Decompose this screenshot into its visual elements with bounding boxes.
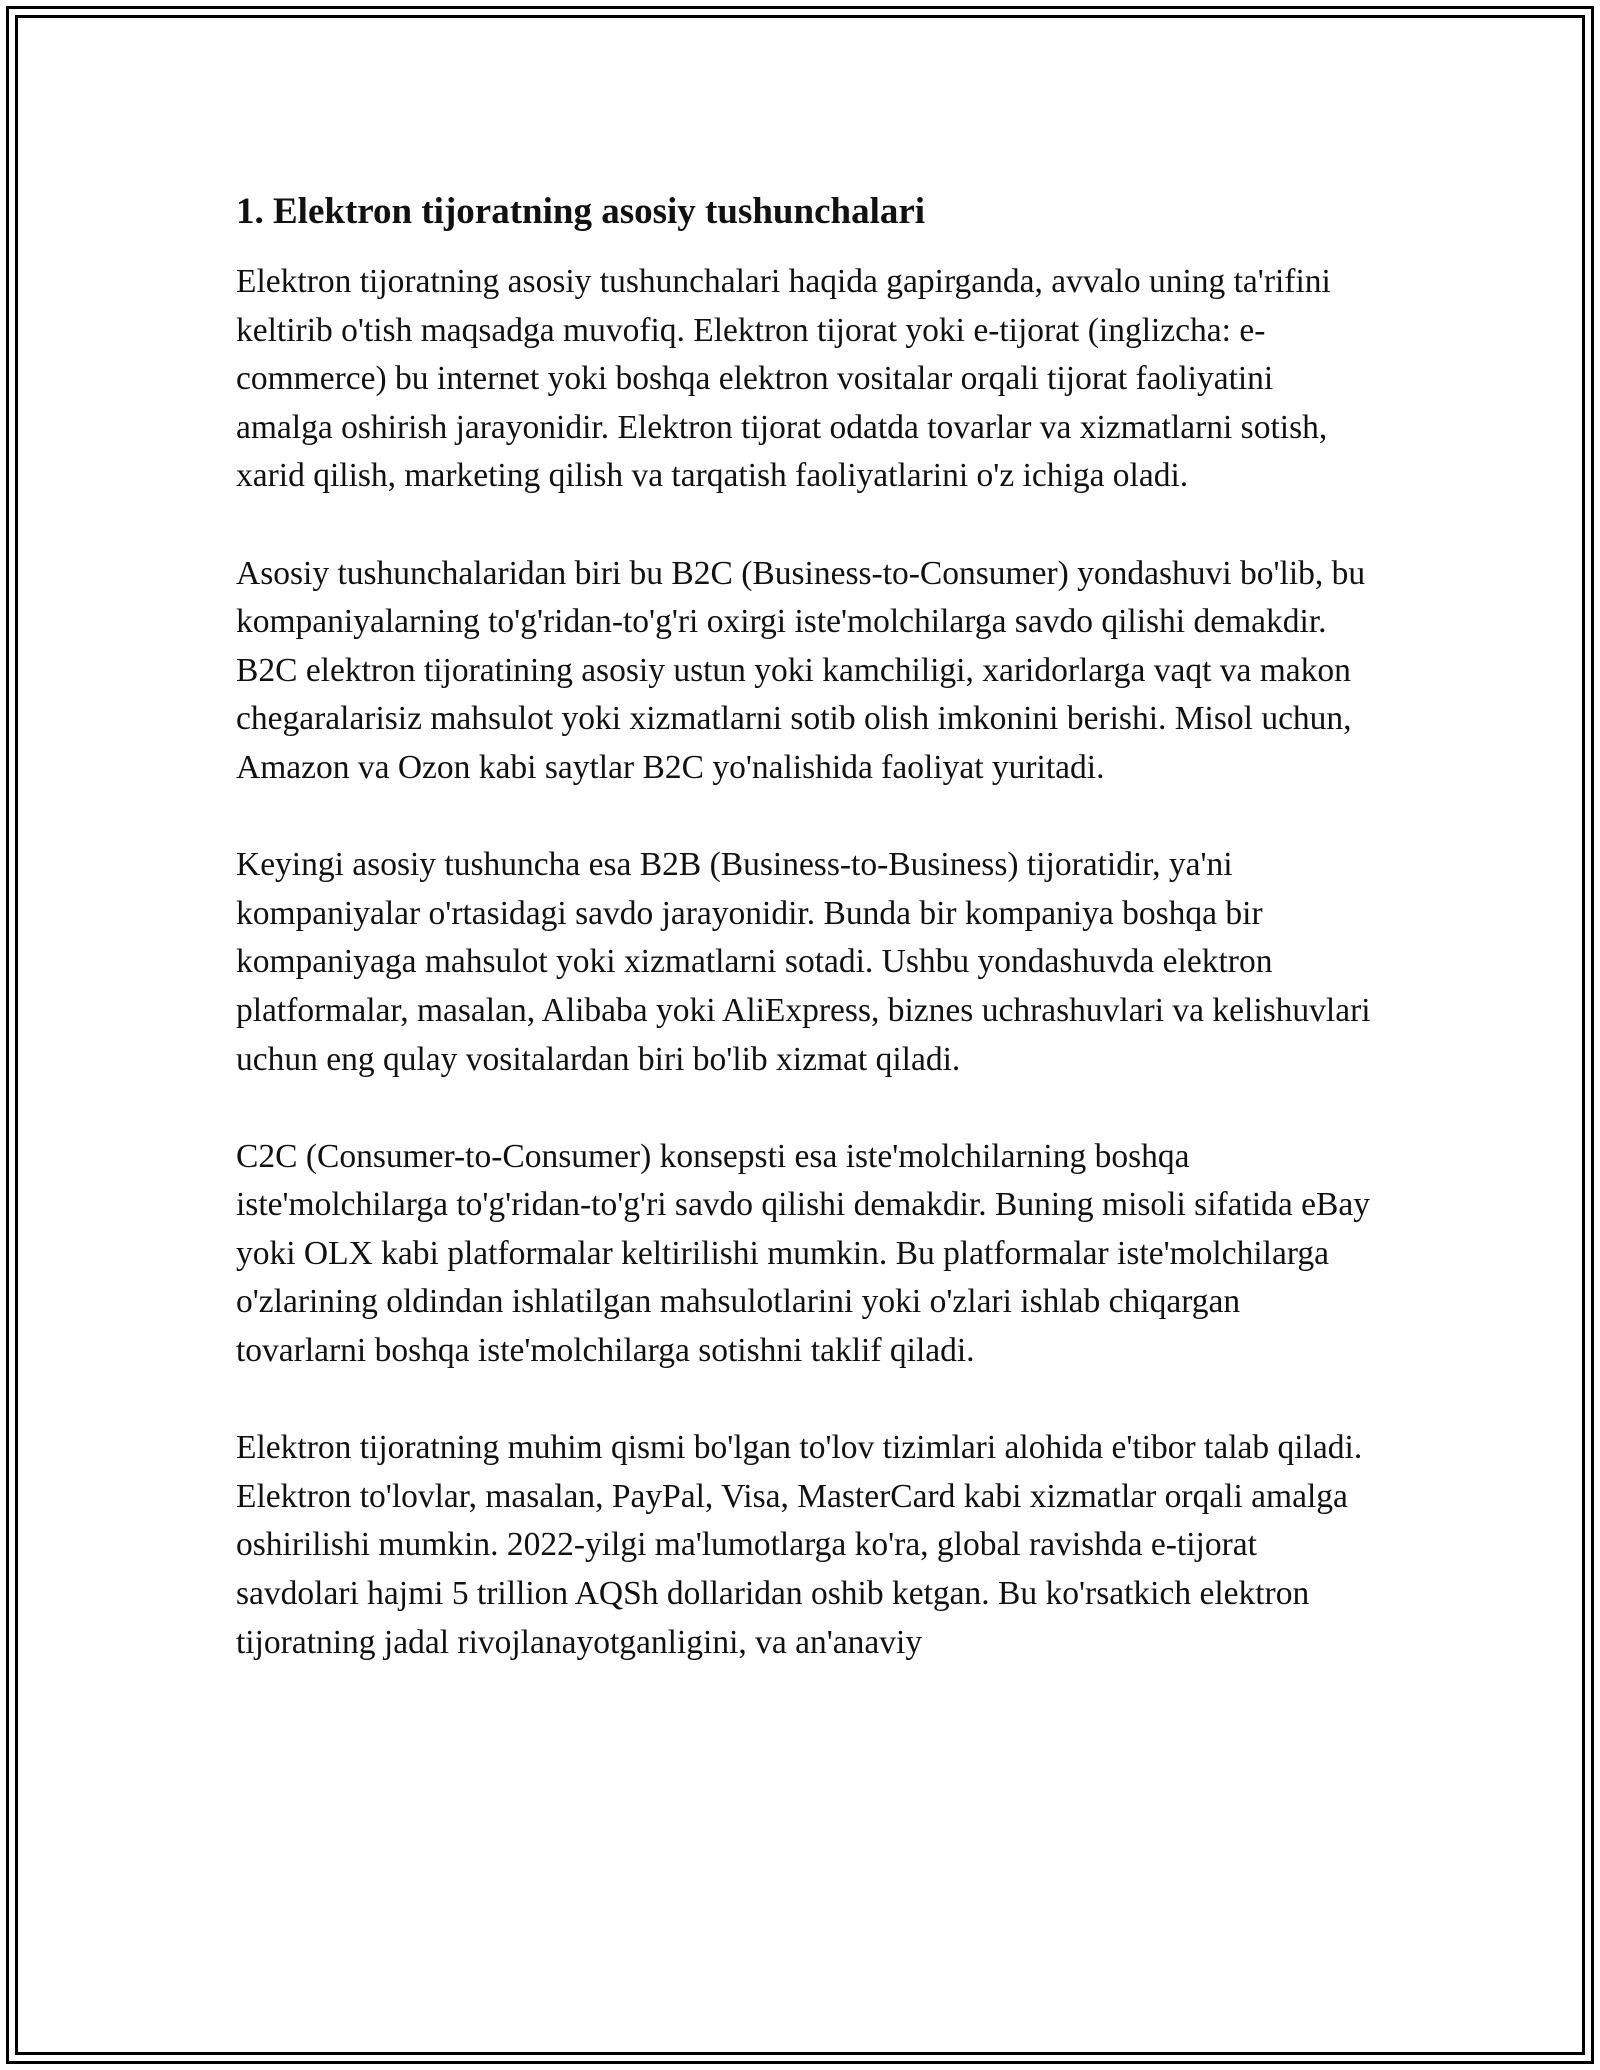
- document-body: [236, 188, 1376, 1667]
- paragraph-b2c: Asosiy tushunchalaridan biri bu B2C (Business-to-Consumer) yondashuvi bo'lib, bu kompaniyalarning to'g'ridan-to'g'ri oxirgi iste'molchilarga savdo qilishi demakdir. B2C elektron tijoratining asosiy ustun yoki kamchiligi, xaridorlarga vaqt va makon chegaralarisiz mahsulot yoki xizmatlarni sotib olish imkonini berishi. Misol uchun, Amazon va Ozon kabi saytlar B2C yo'nalishida faoliyat yuritadi.: [236, 554, 1366, 786]
- paragraph-c2c: C2C (Consumer-to-Consumer) konsepsti esa iste'molchilarning boshqa iste'molchilarga to'g'ridan-to'g'ri savdo qilishi demakdir. Buning misoli sifatida eBay yoki OLX kabi platformalar keltirilishi mumkin. Bu platformalar iste'molchilarga o'zlarining oldindan ishlatilgan mahsulotlarini yoki o'zlari ishlab chiqargan tovarlarni boshqa iste'molchilarga sotishni taklif qiladi.: [236, 1137, 1370, 1370]
- paragraph-b2b: Keyingi asosiy tushuncha esa B2B (Business-to-Business) tijoratidir, ya'ni kompaniyalar o'rtasidagi savdo jarayonidir. Bunda bir kompaniya boshqa bir kompaniyaga mahsulot yoki xizmatlarni sotadi. Ushbu yondashuvda elektron platformalar, masalan, Alibaba yoki AliExpress, biznes uchrashuvlari va kelishuvlari uchun eng qulay vositalardan biri bo'lib xizmat qiladi.: [236, 846, 1371, 1078]
- paragraph-payments: Elektron tijoratning muhim qismi bo'lgan to'lov tizimlari alohida e'tibor talab qiladi. Elektron to'lovlar, masalan, PayPal, Visa, MasterCard kabi xizmatlar orqali amalga oshirilishi mumkin. 2022-yilgi ma'lumotlarga ko'ra, global ravishda e-tijorat savdolari hajmi 5 trillion AQSh dollaridan oshib ketgan. Bu ko'rsatkich elektron tijoratning jadal rivojlanayotganligini, va an'anaviy: [236, 1429, 1363, 1661]
- section-heading: 1. Elektron tijoratning asosiy tushunchalari: [236, 191, 926, 232]
- paragraph-definition: Elektron tijoratning asosiy tushunchalari haqida gapirganda, avvalo uning ta'rifini keltirib o'tish maqsadga muvofiq. Elektron tijorat yoki e-tijorat (inglizcha: e-commerce) bu internet yoki boshqa elektron vositalar orqali tijorat faoliyatini amalga oshirish jarayonidir. Elektron tijorat odatda tovarlar va xizmatlarni sotish, xarid qilish, marketing qilish va tarqatish faoliyatlarini o'z ichiga oladi.: [236, 263, 1331, 495]
